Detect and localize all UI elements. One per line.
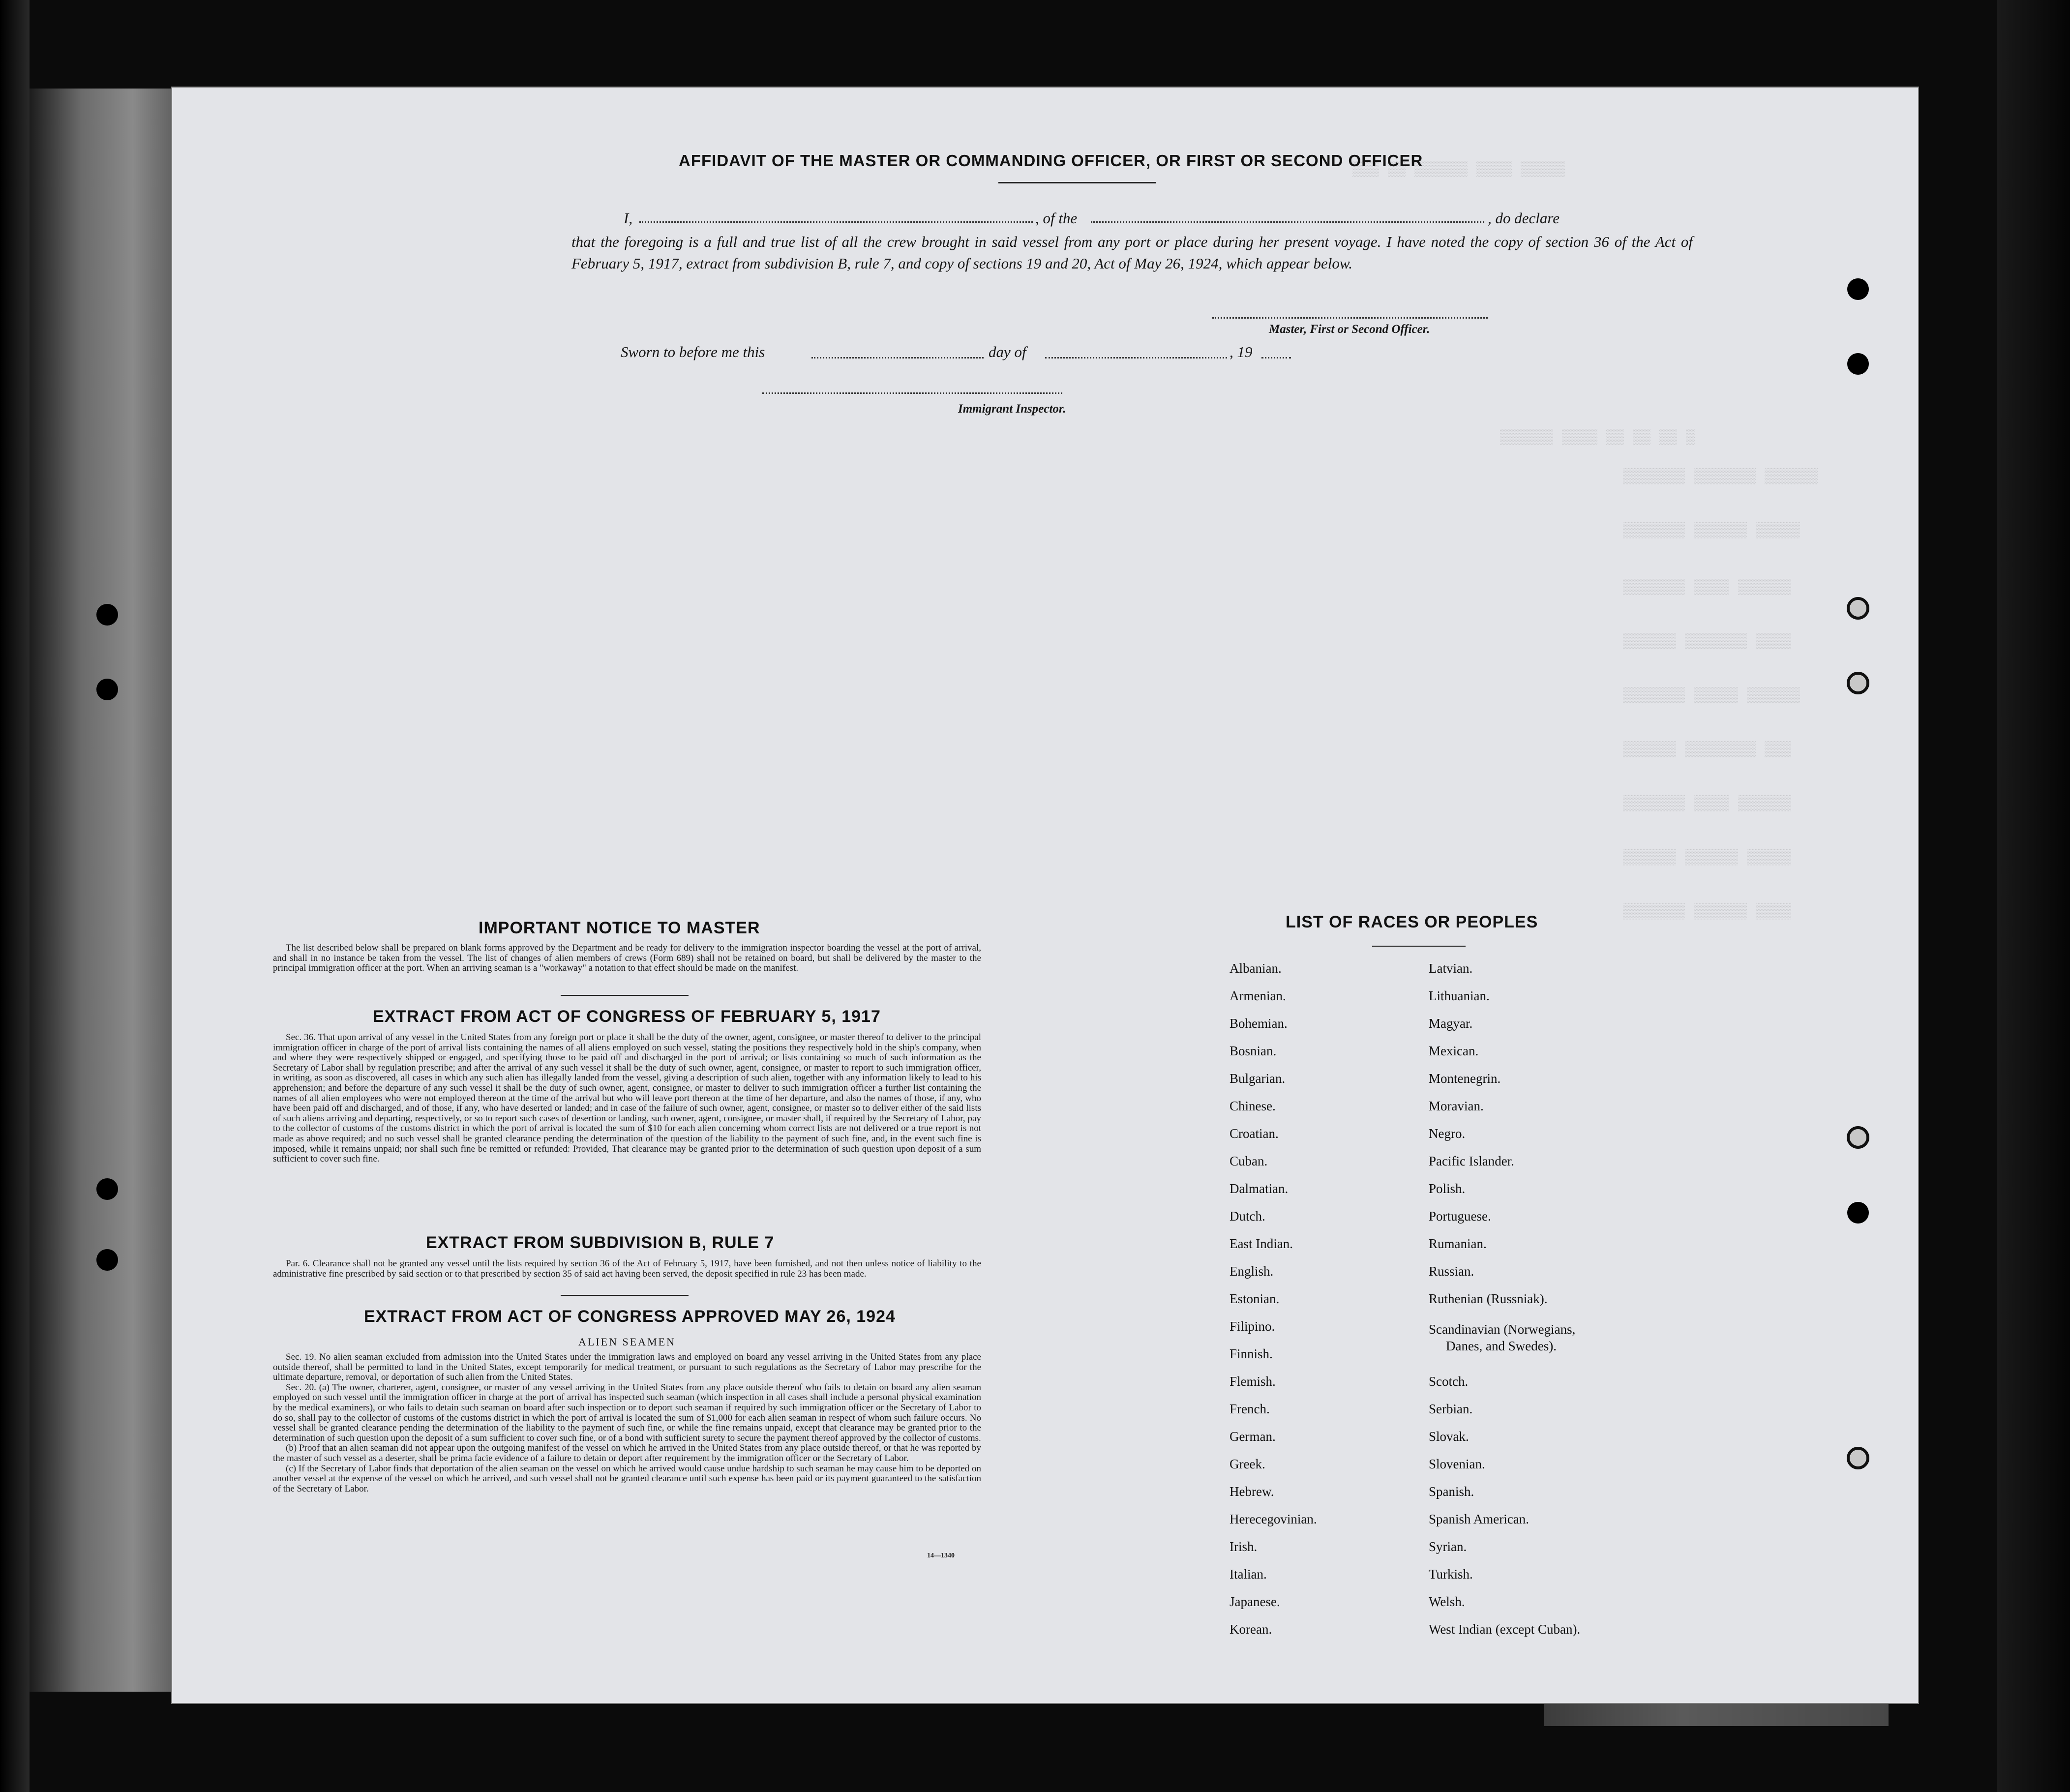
race-item: East Indian. (1230, 1236, 1293, 1251)
affidavit-of-the: , of the (1035, 209, 1078, 227)
race-item: German. (1230, 1429, 1276, 1444)
affidavit-i: I, (624, 209, 633, 227)
race-item: Syrian. (1429, 1539, 1467, 1554)
race-item: Mexican. (1429, 1044, 1479, 1058)
race-item: Scandinavian (Norwegians, (1429, 1322, 1576, 1337)
bleed-through: ▒▒▒▒▒▒ ▒▒▒▒ ▒▒ ▒▒ ▒▒ ▒ (1500, 429, 1695, 446)
race-item: Moravian. (1429, 1099, 1484, 1113)
adjacent-page-strip (30, 89, 177, 1692)
race-item: Armenian. (1230, 988, 1286, 1003)
race-item: Serbian. (1429, 1402, 1473, 1416)
punch-hole (1847, 278, 1869, 300)
bleed-through: ▒▒▒▒▒▒▒ ▒▒▒▒ ▒▒▒▒▒▒ (1623, 579, 1792, 596)
race-item: Cuban. (1230, 1154, 1268, 1168)
sworn-year-blank[interactable] (1261, 357, 1291, 358)
race-item: Portuguese. (1429, 1209, 1491, 1224)
inspector-signature-line[interactable] (762, 392, 1062, 394)
rule7-title: EXTRACT FROM SUBDIVISION B, RULE 7 (426, 1233, 775, 1252)
bleed-through: ▒▒▒▒▒▒ ▒▒▒▒▒▒▒ ▒▒▒▒ (1623, 633, 1792, 650)
sworn-month-blank[interactable] (1045, 357, 1227, 358)
punch-hole-reinforced (1847, 672, 1869, 694)
sworn-day-blank[interactable] (811, 357, 984, 358)
notice-text (273, 943, 981, 974)
rule7-text (273, 1259, 981, 1279)
form-number: 14—1340 (927, 1552, 955, 1559)
bleed-through: ▒▒▒▒▒▒ ▒▒▒▒▒▒ ▒▒▒▒▒ (1623, 850, 1792, 866)
race-item: Albanian. (1230, 961, 1282, 976)
race-item: Greek. (1230, 1457, 1265, 1471)
punch-hole (96, 1249, 118, 1271)
race-item: Chinese. (1230, 1099, 1276, 1113)
race-item: Japanese. (1230, 1594, 1280, 1609)
race-item: Dutch. (1230, 1209, 1265, 1224)
race-item: Estonian. (1230, 1291, 1280, 1306)
bleed-through: ▒▒▒ ▒▒ ▒▒▒▒▒▒ ▒▒▒▒ ▒▒▒▒▒ (1352, 161, 1565, 178)
race-item: Lithuanian. (1429, 988, 1490, 1003)
race-item: Montenegrin. (1429, 1071, 1501, 1086)
manifest-back-page (172, 88, 1918, 1703)
race-item: Croatian. (1230, 1126, 1279, 1141)
divider (1372, 946, 1466, 947)
race-item: Bohemian. (1230, 1016, 1288, 1031)
race-item: Bosnian. (1230, 1044, 1277, 1058)
race-item: Turkish. (1429, 1567, 1473, 1582)
bleed-through: ▒▒▒▒▒▒▒ ▒▒▒▒▒ ▒▒▒▒▒▒ (1623, 687, 1800, 704)
race-item: Scotch. (1429, 1374, 1469, 1389)
race-item: Korean. (1230, 1622, 1272, 1637)
scanner-right-edge (1997, 0, 2070, 1792)
punch-hole (96, 1178, 118, 1200)
race-item: Bulgarian. (1230, 1071, 1286, 1086)
bleed-through: ▒▒▒▒▒▒▒ ▒▒▒▒▒▒ ▒▒▒▒ (1623, 904, 1792, 921)
race-item: Herecegovinian. (1230, 1512, 1317, 1526)
race-item: Spanish American. (1429, 1512, 1529, 1526)
punch-hole (96, 679, 118, 700)
extract-1924-text (273, 1352, 981, 1494)
master-signature-line[interactable] (1212, 317, 1488, 319)
affidavit-do-declare: , do declare (1488, 209, 1560, 227)
race-item: Pacific Islander. (1429, 1154, 1514, 1168)
extract-1917-text (273, 1033, 981, 1165)
punch-hole-reinforced (1847, 597, 1869, 620)
race-item: Hebrew. (1230, 1484, 1274, 1499)
affidavit-body: that the foregoing is a full and true list of all the crew brought in said vessel from any port or place during her present voyage. I have noted the copy of section 36 of the Act of February 5, 1917, extract from subdivision B, rule 7, and copy of sections 19 and 20, Act of May 26, 1924, which appear below. (571, 233, 1693, 272)
sec20c-paragraph: (c) If the Secretary of Labor finds that deportation of the alien seaman on the vessel on which he arrived would cause undue hardship to such seaman he may cause him to be deported on another vessel at the expense of the vessel on which he arrived, and such vessel shall not be granted clearance until such expense has been paid or its payment guaranteed to the satisfaction of the Secretary of Labor. (273, 1463, 981, 1494)
race-item: Irish. (1230, 1539, 1258, 1554)
race-item: Latvian. (1429, 961, 1473, 976)
rule7-paragraph: Par. 6. Clearance shall not be granted any vessel until the lists required by section 36 of the Act of February 5, 1917, have been furnished, and not then unless notice of liability to the administrative fine prescribed by said section or to that prescribed by section 35 of said act having been served, the deposit specified in rule 23 has been made. (273, 1258, 981, 1279)
vessel-name-blank[interactable] (1091, 221, 1484, 223)
declarant-name-blank[interactable] (639, 221, 1033, 223)
race-item: Flemish. (1230, 1374, 1276, 1389)
punch-hole-reinforced (1847, 1126, 1869, 1149)
race-item: Welsh. (1429, 1594, 1465, 1609)
notice-title: IMPORTANT NOTICE TO MASTER (479, 919, 760, 937)
punch-hole (1847, 1202, 1869, 1224)
sec20a-paragraph: Sec. 20. (a) The owner, charterer, agent, consignee, or master of any vessel arriving in the United States from any place outside thereof who fails to detain on board any alien seaman employed on such vessel until the immigration officer in charge at the port of arrival has inspected such seaman (which inspection in all cases shall include a personal physical examination by the medical examiners), or who fails to detain such seaman on board after such inspection or to deport such seaman if required by such immigration officer or the Secretary of Labor to do so, shall pay to the collector of customs of the customs district in which the port of arrival is located the sum of $1,000 for each alien seaman in respect of whom such failure occurs. No vessel shall be granted clearance pending the determination of the liability to the payment of such fine, or while the fine remains unpaid, except that clearance may be granted prior to the determination of such question upon the deposit of a sum sufficient to cover such fine, or of a bond with sufficient surety to secure the payment thereof approved by the collector of customs. (273, 1382, 981, 1443)
race-item: Rumanian. (1429, 1236, 1487, 1251)
inspector-label: Immigrant Inspector. (958, 402, 1066, 416)
affidavit-title: AFFIDAVIT OF THE MASTER OR COMMANDING OFFICER, OR FIRST OR SECOND OFFICER (679, 151, 1423, 170)
title-underline (998, 182, 1156, 183)
alien-seamen-heading: ALIEN SEAMEN (578, 1336, 676, 1348)
bleed-through: ▒▒▒▒▒▒▒ ▒▒▒▒▒▒ ▒▒▒▒▒ (1623, 523, 1800, 539)
sworn-year: , 19 (1230, 343, 1253, 360)
sworn-day-of: day of (989, 343, 1026, 360)
race-item: Polish. (1429, 1181, 1466, 1196)
punch-hole (1847, 353, 1869, 375)
race-item: West Indian (except Cuban). (1429, 1622, 1581, 1637)
bleed-through: ▒▒▒▒▒▒▒ ▒▒▒▒ ▒▒▒▒▒▒ (1623, 796, 1792, 812)
bleed-through: ▒▒▒▒▒▒ ▒▒▒▒▒▒▒▒ ▒▒▒ (1623, 742, 1792, 758)
race-item: Spanish. (1429, 1484, 1474, 1499)
extract-1924-title: EXTRACT FROM ACT OF CONGRESS APPROVED MAY 26, 1924 (364, 1307, 896, 1326)
race-item: Ruthenian (Russniak). (1429, 1291, 1548, 1306)
scanner-left-edge (0, 0, 30, 1792)
race-item: French. (1230, 1402, 1270, 1416)
race-item: Filipino. (1230, 1319, 1275, 1334)
sworn-prefix: Sworn to before me this (621, 343, 765, 360)
race-item: Finnish. (1230, 1346, 1273, 1361)
punch-hole-reinforced (1847, 1447, 1869, 1469)
race-item: Russian. (1429, 1264, 1474, 1279)
races-title: LIST OF RACES OR PEOPLES (1286, 913, 1538, 931)
race-item: Negro. (1429, 1126, 1466, 1141)
divider (561, 995, 689, 996)
race-item: Slovenian. (1429, 1457, 1485, 1471)
sec20b-paragraph: (b) Proof that an alien seaman did not appear upon the outgoing manifest of the vessel on which he arrived in the United States from any place outside thereof, or that he was reported by the master of such vessel as a deserter, shall be prima facie evidence of a failure to detain or deport after requirement by the immigration officer or the Secretary of Labor. (273, 1443, 981, 1463)
extract-1917-title: EXTRACT FROM ACT OF CONGRESS OF FEBRUARY 5, 1917 (373, 1007, 881, 1026)
master-signature-label: Master, First or Second Officer. (1269, 323, 1430, 336)
sec19-paragraph: Sec. 19. No alien seaman excluded from admission into the United States under the immigration laws and employed on board any vessel arriving in the United States from any place outside thereof, shall be permitted to land in the United States, except temporarily for medical treatment, or pursuant to such regulations as the Secretary of Labor may prescribe for the ultimate departure, removal, or deportation of such alien from the United States. (273, 1352, 981, 1383)
bleed-through: ▒▒▒▒▒▒▒ ▒▒▒▒▒▒▒ ▒▒▒▒▒▒ (1623, 469, 1818, 485)
race-item: English. (1230, 1264, 1274, 1279)
race-item-continuation: Danes, and Swedes). (1446, 1339, 1557, 1353)
race-item: Dalmatian. (1230, 1181, 1289, 1196)
notice-paragraph: The list described below shall be prepared on blank forms approved by the Department and be ready for delivery to the immigration inspector boarding the vessel at the port of arrival, and shall in no instance be taken from the vessel. The list of changes of alien members of crews (Form 689) shall not be retained on board, but shall be delivered by the master to the principal immigration officer at the port. When an arriving seaman is a "workaway" a notation to that effect should be made on the manifest. (273, 943, 981, 974)
race-item: Italian. (1230, 1567, 1267, 1582)
punch-hole (96, 604, 118, 626)
sec36-paragraph: Sec. 36. That upon arrival of any vessel in the United States from any foreign port or place it shall be the duty of the owner, agent, consignee, or master thereof to deliver to the principal immigration officer in charge of the port of arrival lists containing the names of all aliens employed on such vessel, stating the positions they respectively hold in the ship's company, when and where they were respectively shipped or engaged, and specifying those to be paid off and discharged in the port of arrival; or lists containing so much of such information as the Secretary of Labor shall by regulation prescribe; and after the arrival of any such vessel it shall be the duty of such owner, agent, consignee, or master to report to such immigration officer, in writing, as soon as discovered, all cases in which any such alien has illegally landed from the vessel, giving a description of such alien, together with any information likely to lead to his apprehension; and before the departure of any such vessel it shall be the duty of such owner, agent, consignee, or master to deliver to such immigration officer a further list containing the names of all alien employees who were not employed thereon at the time of the arrival but who will leave port thereon at the time of her departure, and also the names of those, if any, who have been paid off and discharged, and of those, if any, who have deserted or landed; and in case of the failure of such owner, agent, consignee, or master so to deliver either of the said lists of such aliens arriving and departing, respectively, or so to report such cases of desertion or landing, such owner, agent, consignee, or master shall, if required by the Secretary of Labor, pay to the collector of customs of the customs district in which the port of arrival is located the sum of $10 for each alien concerning whom correct lists are not delivered or a true report is not made as above required; and no such vessel shall be granted clearance pending the determination of the question of the liability to the payment of such fine, and, in the event such fine is imposed, while it remains unpaid; nor shall such fine be remitted or refunded: Provided, That clearance may be granted prior to the determination of such question upon deposit of a sum sufficient to cover such fine. (273, 1032, 981, 1165)
divider (561, 1295, 689, 1296)
race-item: Slovak. (1429, 1429, 1469, 1444)
race-item: Magyar. (1429, 1016, 1473, 1031)
